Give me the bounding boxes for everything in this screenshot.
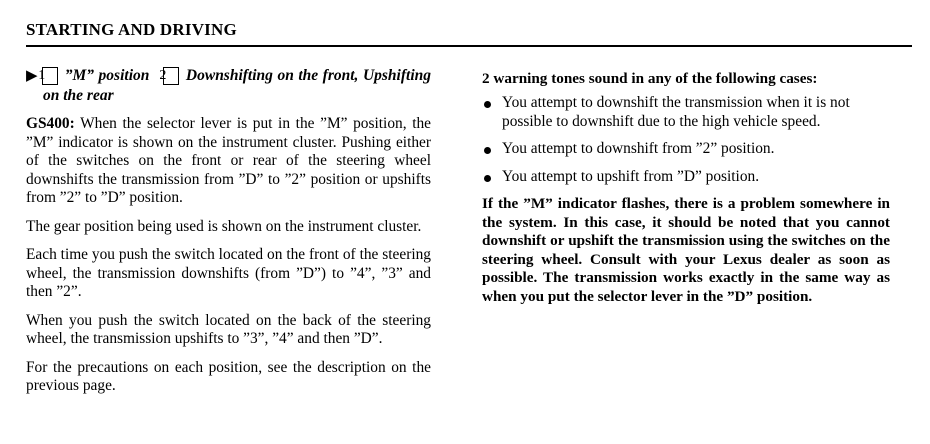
list-item: You attempt to downshift the transmission when it is not possible to downshift due to the high vehicle speed. — [482, 94, 890, 131]
bullet-icon — [484, 101, 491, 108]
heading-text-1: ”M” position — [64, 67, 150, 84]
paragraph-gs400-text: When the selector lever is put in the ”M” position, the ”M” indicator is shown on the instrument cluster. Pushing either of the switches on the front or rear of the steering wheel downshifts the transmission from ”D” to ”2” position or upshifts from ”2” to ”D” position. — [26, 115, 431, 206]
indicator-flash-warning: If the ”M” indicator flashes, there is a problem somewhere in the system. In this case, it should be noted that you cannot downshift or upshift the transmission using the switches on the steering wheel. Consult with your Lexus dealer as soon as possible. The transmission works exactly in the same way as when you put the selector lever in the ”D” position. — [482, 195, 890, 305]
list-item: You attempt to upshift from ”D” position. — [482, 168, 890, 187]
step-number-box-2: 2 — [163, 67, 179, 85]
warning-cases-list — [482, 94, 890, 186]
triangle-arrow-icon: ▶ — [26, 68, 39, 84]
right-column — [482, 66, 890, 307]
left-column — [26, 66, 431, 406]
step-number-box-1: 1 — [42, 67, 58, 85]
paragraph-gear-position: The gear position being used is shown on the instrument cluster. — [26, 217, 422, 235]
warning-tones-heading: 2 warning tones sound in any of the following cases: — [482, 70, 818, 87]
paragraph-precautions: For the precautions on each position, see the description on the previous page. — [26, 358, 431, 394]
bullet-icon — [484, 147, 491, 154]
subsection-heading — [26, 66, 431, 106]
paragraph-downshift: Each time you push the switch located on the front of the steering wheel, the transmission downshifts (from ”D”) to ”4”, ”3” and then ”2”. — [26, 246, 431, 300]
header-rule — [26, 45, 912, 47]
paragraph-gs400 — [26, 115, 431, 208]
section-title: STARTING AND DRIVING — [26, 20, 237, 39]
paragraph-upshift: When you push the switch located on the back of the steering wheel, the transmission upshifts to ”3”, ”4” and then ”D”. — [26, 311, 431, 347]
bullet-icon — [484, 175, 491, 182]
heading-text-2: Downshifting on the front, Upshifting on the rear — [43, 67, 431, 104]
model-label: GS400: — [26, 115, 75, 132]
list-item: You attempt to downshift from ”2” position. — [482, 140, 890, 159]
